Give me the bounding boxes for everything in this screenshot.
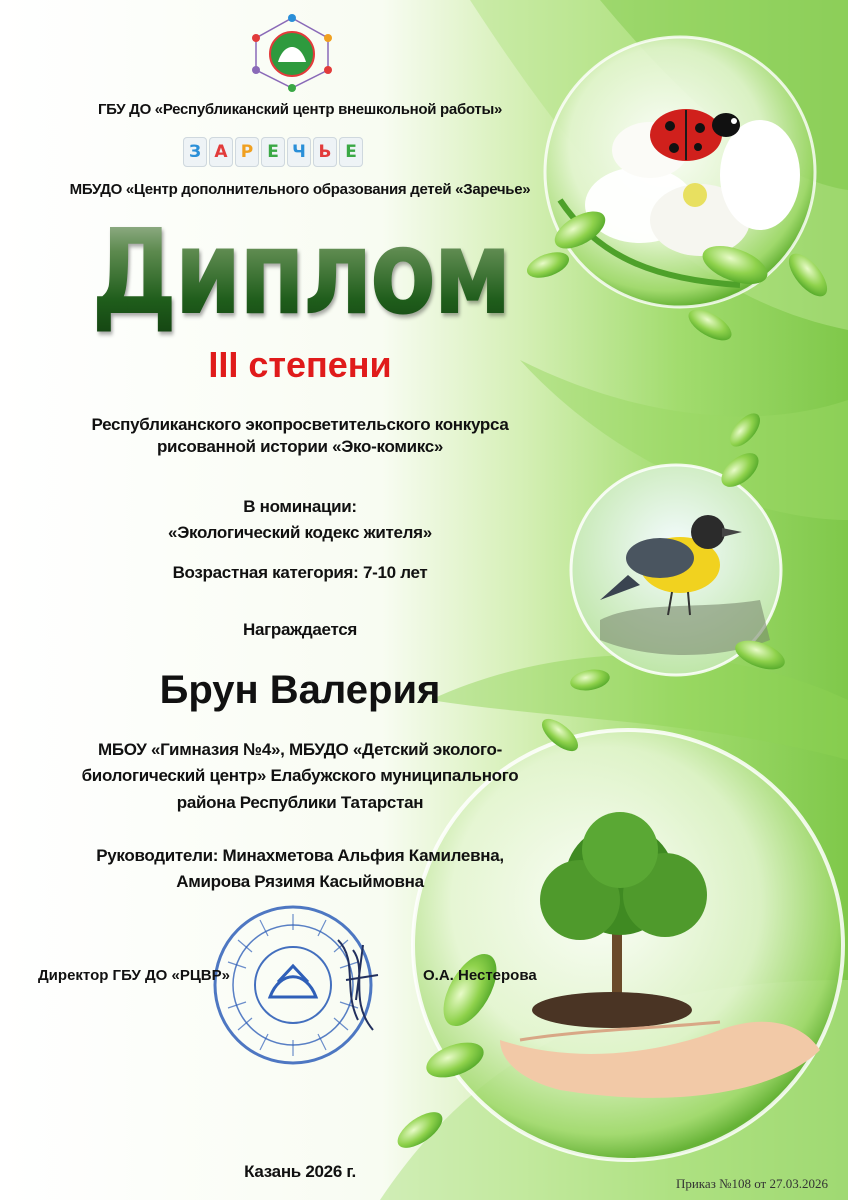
order-reference: Приказ №108 от 27.03.2026 — [675, 1176, 828, 1191]
awarded-label: Награждается — [242, 620, 358, 639]
flower-bubble — [545, 37, 815, 307]
partner-organization: МБУДО «Центр дополнительного образования детей «Заречье» — [69, 181, 531, 198]
city-year: Казань 2026 г. — [244, 1162, 356, 1181]
awardee-name: Брун Валерия — [159, 668, 441, 712]
logo-letter: Р — [235, 137, 259, 167]
contest-name-line1: Республиканского экопросветительского конкурса — [91, 415, 509, 434]
logo-letter: А — [209, 137, 233, 167]
nomination-label: В номинации: — [243, 497, 357, 516]
diploma-title: Диплом — [54, 202, 546, 342]
contest-name-line2: рисованной истории «Эко-комикс» — [156, 437, 444, 456]
logo-letter: Е — [339, 137, 363, 167]
supervisors-line2: Амирова Рязимя Касыймовна — [176, 872, 424, 891]
diploma-degree: III степени — [208, 344, 392, 385]
director-name: О.А. Нестерова — [423, 967, 537, 984]
logo-letter: Ь — [313, 137, 337, 167]
zarechye-logo — [183, 137, 363, 169]
supervisors-line1: Руководители: Минахметова Альфия Камилевна, — [96, 846, 504, 865]
tatarstan-center-emblem-icon — [244, 12, 340, 92]
organizer-name: ГБУ ДО «Республиканский центр внешкольной работы» — [97, 101, 503, 118]
school-line3: района Республики Татарстан — [176, 793, 424, 812]
age-category: Возрастная категория: 7-10 лет — [172, 563, 428, 582]
school-line1: МБОУ «Гимназия №4», МБУДО «Детский эколого- — [98, 740, 502, 759]
director-position: Директор ГБУ ДО «РЦВР» — [38, 967, 230, 984]
logo-letter: Ч — [287, 137, 311, 167]
nomination-value: «Экологический кодекс жителя» — [168, 523, 432, 542]
logo-letter: Е — [261, 137, 285, 167]
logo-letter: З — [183, 137, 207, 167]
signature-icon — [328, 930, 388, 1040]
school-line2: биологический центр» Елабужского муниципального — [81, 766, 519, 785]
